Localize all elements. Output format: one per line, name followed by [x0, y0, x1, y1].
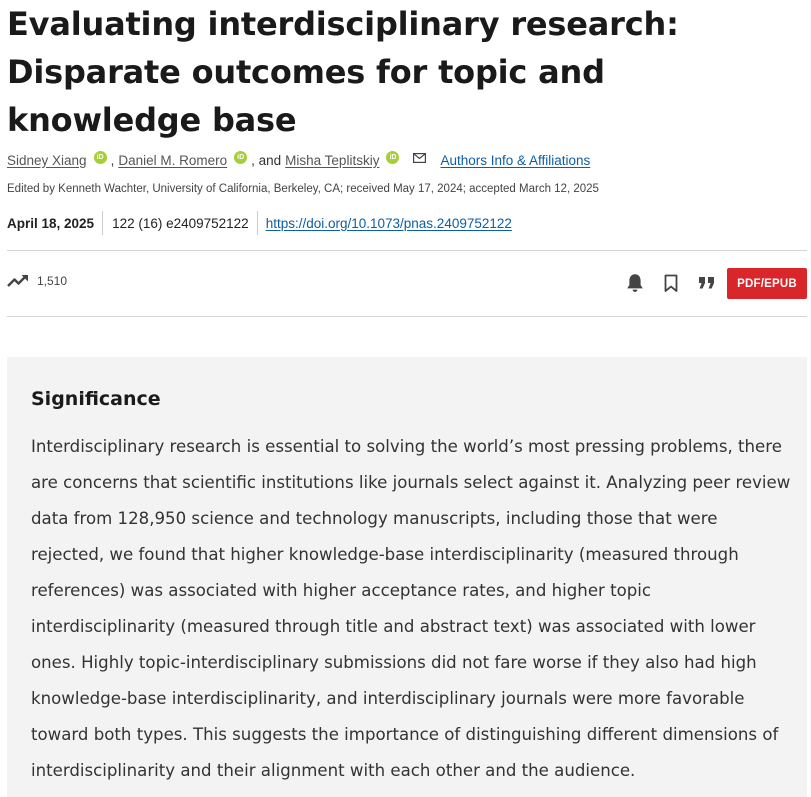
significance-body: Interdisciplinary research is essential to solving the world’s most pressing problems, there are concerns that scientific institutions like journals select against it. Analyzing peer review data from 128,950 science and technology manuscripts, including those that were rejected, we found that higher knowledge-base interdisciplinarity (measured through references) was associated with higher acceptance rates, and higher topic interdisciplinarity (measured through title and abstract text) was associated with lower ones. Highly topic-interdisciplinary submissions did not fare worse if they also had high knowledge-base interdisciplinarity, and interdisciplinary journals were more favorable toward both types. This suggests the importance of distinguishing different dimensions of interdisciplinarity and their alignment with each other and the audience.: [31, 437, 791, 780]
trending-up-icon: [7, 274, 29, 288]
divider-top: [7, 250, 807, 251]
publication-meta: [7, 210, 512, 236]
editor-line: Edited by Kenneth Wachter, University of California, Berkeley, CA; received May 17, 2024; accepted March 12, 2025: [7, 183, 599, 195]
authors-info-affiliations-link[interactable]: Authors Info & Affiliations: [440, 152, 591, 168]
significance-heading: Significance: [31, 388, 161, 410]
doi-link[interactable]: https://doi.org/10.1073/pnas.2409752122: [265, 215, 512, 231]
author-separator: , and: [251, 152, 282, 168]
article-toolbar: [7, 252, 807, 316]
author-link-daniel-romero[interactable]: Daniel M. Romero: [118, 152, 228, 168]
bell-icon[interactable]: [624, 272, 646, 294]
bookmark-icon[interactable]: [660, 272, 682, 294]
orcid-icon[interactable]: iD: [386, 151, 399, 164]
mail-icon[interactable]: [413, 153, 426, 163]
quote-icon[interactable]: [696, 272, 718, 294]
author-link-sidney-xiang[interactable]: Sidney Xiang: [7, 152, 87, 168]
author-list: [7, 148, 590, 172]
publication-date: April 18, 2025: [7, 215, 95, 231]
article-title: Evaluating interdisciplinary research: Disparate outcomes for topic and knowledge base: [7, 5, 679, 139]
author-link-misha-teplitskiy[interactable]: Misha Teplitskiy: [285, 152, 380, 168]
orcid-icon[interactable]: iD: [234, 151, 247, 164]
views-metric[interactable]: [7, 274, 67, 288]
orcid-icon[interactable]: iD: [94, 151, 107, 164]
divider-bottom: [7, 316, 807, 317]
author-separator: ,: [110, 152, 115, 168]
volume-issue: 122 (16) e2409752122: [112, 215, 249, 231]
views-count: 1,510: [37, 274, 68, 288]
pdf-epub-button[interactable]: PDF/EPUB: [727, 268, 807, 299]
significance-panel: [7, 357, 807, 797]
